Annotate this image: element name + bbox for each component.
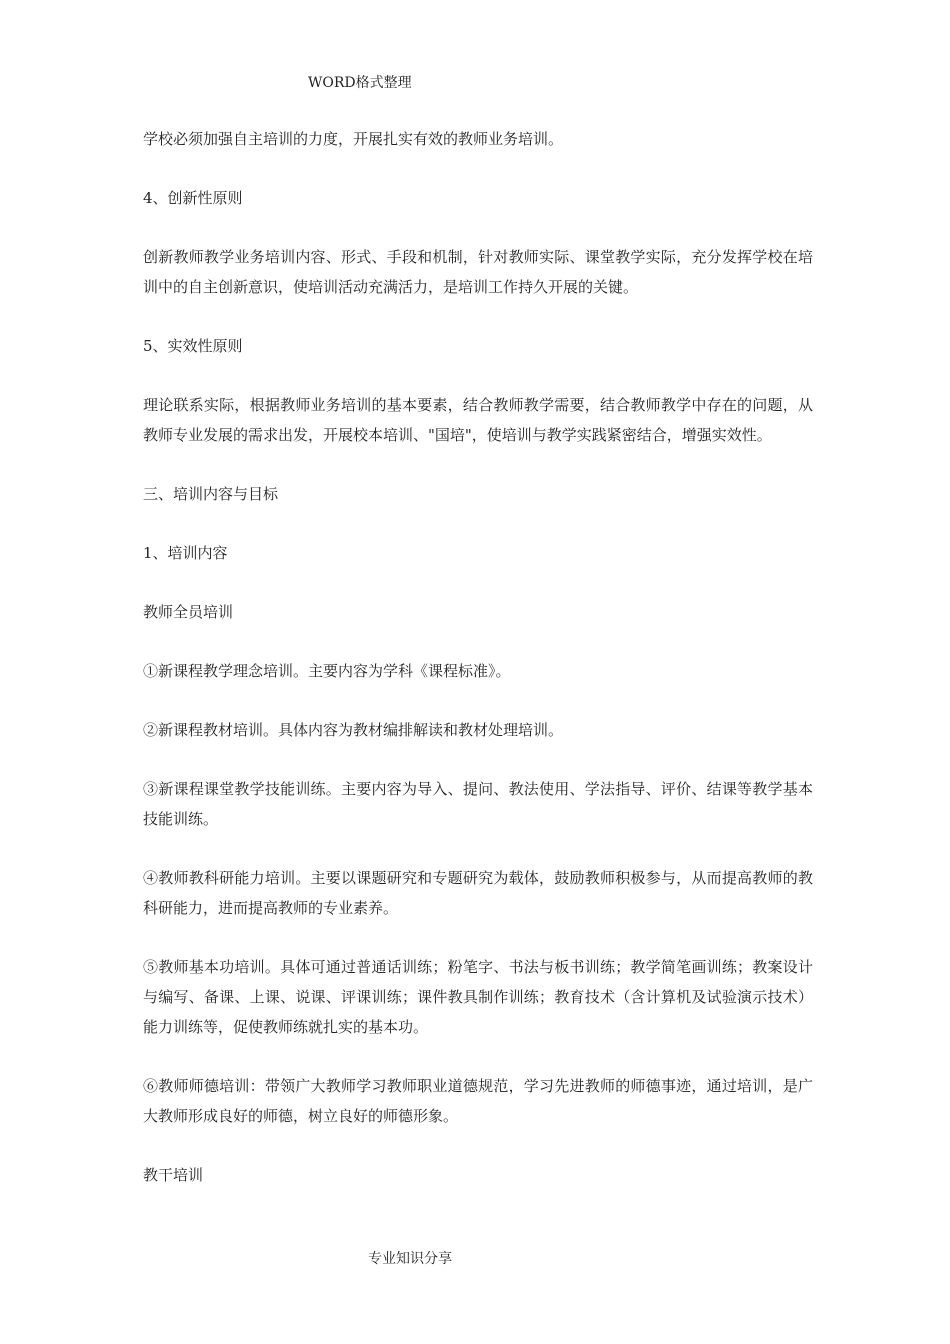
section-heading-effectiveness: 5、实效性原则 [143, 337, 243, 355]
subheading-all-teachers: 教师全员培训 [143, 603, 234, 621]
list-item-1: ①新课程教学理念培训。主要内容为学科《课程标准》。 [143, 662, 511, 680]
section-heading-training-content: 1、培训内容 [143, 544, 228, 562]
list-item-5: ⑤教师基本功培训。具体可通过普通话训练；粉笔字、书法与板书训练；教学简笔画训练；教案设计与编写、备课、上课、说课、评课训练；课件教具制作训练；教育技术（含计算机及试验演示技术）能力训练等，促使教师练就扎实的基本功。 [143, 958, 813, 1036]
list-item-2: ②新课程教材培训。具体内容为教材编排解读和教材处理培训。 [143, 721, 564, 739]
list-item-6: ⑥教师师德培训：带领广大教师学习教师职业道德规范，学习先进教师的师德事迹，通过培训，是广大教师形成良好的师德，树立良好的师德形象。 [143, 1077, 813, 1125]
document-body [143, 124, 813, 1219]
paragraph-effectiveness: 理论联系实际，根据教师业务培训的基本要素，结合教师教学需要，结合教师教学中存在的问题，从教师专业发展的需求出发，开展校本培训、"国培"，使培训与教学实践紧密结合，增强实效性。 [143, 396, 813, 444]
list-item-3: ③新课程课堂教学技能训练。主要内容为导入、提问、教法使用、学法指导、评价、结课等教学基本技能训练。 [143, 780, 813, 828]
subheading-cadre-training: 教干培训 [143, 1166, 204, 1184]
paragraph-1: 学校必须加强自主培训的力度，开展扎实有效的教师业务培训。 [143, 130, 564, 148]
section-heading-content-goals: 三、培训内容与目标 [143, 485, 279, 503]
section-heading-innovation: 4、创新性原则 [143, 189, 243, 207]
paragraph-innovation: 创新教师教学业务培训内容、形式、手段和机制，针对教师实际、课堂教学实际，充分发挥学校在培训中的自主创新意识，使培训活动充满活力，是培训工作持久开展的关键。 [143, 248, 813, 296]
page-header: WORD格式整理 [308, 75, 412, 91]
list-item-4: ④教师教科研能力培训。主要以课题研究和专题研究为载体，鼓励教师积极参与，从而提高教师的教科研能力，进而提高教师的专业素养。 [143, 869, 813, 917]
page-footer: 专业知识分享 [368, 1251, 452, 1267]
